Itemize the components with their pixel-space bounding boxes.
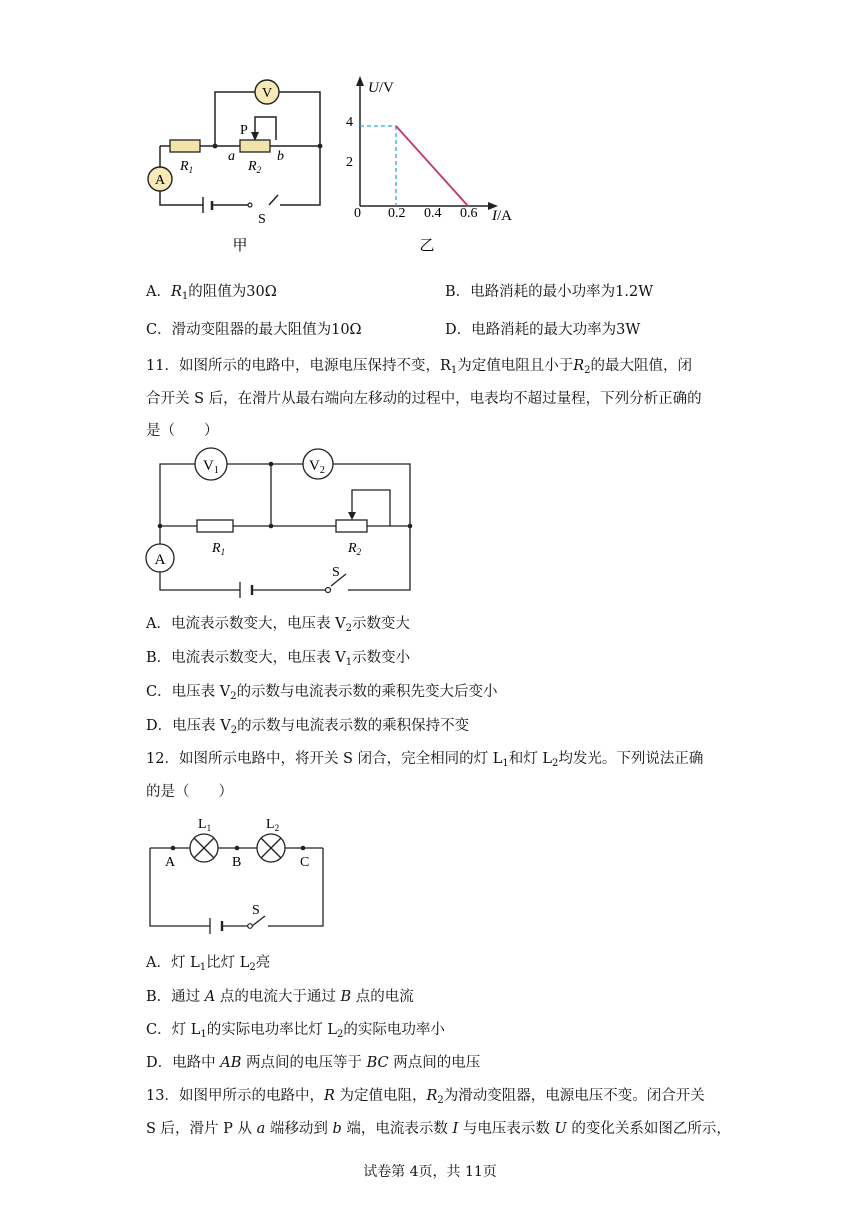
y-tick-2: 2: [346, 155, 353, 170]
q11-stem-line3: 是（ ）: [146, 423, 219, 439]
q10-option-a: A．$R_1$的阻值为30Ω: [146, 284, 277, 302]
l2-label: $L_2$: [266, 817, 280, 833]
q13-stem-line1: 13．如图甲所示的电路中，R 为定值电阻，$R_2$为滑动变阻器，电源电压不变。闭合开关: [146, 1088, 705, 1106]
v2-label: $V_2$: [309, 458, 325, 476]
x-tick-0.6: 0.6: [460, 206, 478, 221]
q11-circuit-diagram: [140, 446, 430, 606]
ammeter-label: A: [154, 552, 166, 568]
x-tick-0.4: 0.4: [424, 206, 442, 221]
q10-option-d: D．电路消耗的最大功率为3W: [445, 322, 641, 338]
v1-label: $V_1$: [203, 458, 219, 476]
point-b-label: B: [232, 855, 242, 870]
x-tick-0: 0: [354, 206, 361, 221]
q11-option-d: D．电压表 $V_2$的示数与电流表示数的乘积保持不变: [146, 718, 470, 736]
r1-label: $R_1$: [180, 159, 194, 175]
caption-yi: 乙: [419, 238, 435, 254]
q11-option-b: B．电流表示数变大，电压表 $V_1$示数变小: [146, 650, 411, 668]
q12-circuit-diagram: [140, 810, 340, 940]
caption-jia: 甲: [232, 238, 248, 254]
ammeter-label: A: [154, 173, 166, 188]
slider-p-label: P: [240, 123, 248, 138]
l1-label: $L_1$: [198, 817, 212, 833]
point-c-label: C: [300, 855, 310, 870]
point-a-label: A: [165, 855, 176, 870]
q13-stem-line2: S 后，滑片 P 从 a 端移动到 b 端，电流表示数 I 与电压表示数 U 的变化关系如图乙所示，: [146, 1121, 731, 1137]
r2-label: $R_2$: [248, 159, 262, 175]
q12-option-b: B．通过 A 点的电流大于通过 B 点的电流: [146, 989, 414, 1005]
q12-option-c: C．灯 $L_1$的实际电功率比灯 $L_2$的实际电功率小: [146, 1022, 445, 1040]
q11-option-a: A．电流表示数变大，电压表 $V_2$示数变大: [146, 616, 410, 634]
circuit-diagram-jia: [140, 70, 340, 260]
q12-option-d: D．电路中 AB 两点间的电压等于 BC 两点间的电压: [146, 1055, 481, 1071]
point-a-label: a: [228, 149, 235, 164]
q12-stem-line2: 的是（ ）: [146, 784, 233, 800]
y-axis-label: U/V: [368, 80, 394, 96]
r1-label: $R_1$: [212, 541, 226, 557]
x-tick-0.2: 0.2: [388, 206, 406, 221]
q10-option-c: C．滑动变阻器的最大阻值为10Ω: [146, 322, 362, 338]
ui-series-line: [396, 126, 468, 206]
x-axis-label: I/A: [492, 208, 512, 224]
voltmeter-label: V: [261, 86, 273, 101]
switch-s-label: S: [332, 565, 340, 580]
q11-option-c: C．电压表 $V_2$的示数与电流表示数的乘积先变大后变小: [146, 684, 498, 702]
switch-s-label: S: [258, 212, 266, 227]
page-footer: 试卷第 4页，共 11页: [363, 1164, 497, 1180]
ui-graph-yi: [340, 70, 540, 260]
point-b-label: b: [277, 149, 284, 164]
chart-plot-area: [360, 126, 468, 206]
q11-stem-line2: 合开关 S 后，在滑片从最右端向左移动的过程中，电表均不超过量程，下列分析正确的: [146, 391, 702, 407]
r2-label: $R_2$: [348, 541, 362, 557]
lamp-l1: [190, 834, 218, 862]
switch-s-label: S: [252, 903, 260, 918]
q12-stem-line1: 12．如图所示电路中，将开关 S 闭合，完全相同的灯 $L_1$和灯 $L_2$均发光。下列说法正确: [146, 751, 704, 769]
q12-option-a: A．灯 $L_1$比灯 $L_2$亮: [146, 955, 271, 973]
y-tick-4: 4: [346, 115, 353, 130]
lamp-l2: [257, 834, 285, 862]
q10-option-b: B．电路消耗的最小功率为1.2W: [445, 284, 654, 300]
q11-stem-line1: 11．如图所示的电路中，电源电压保持不变，$R_1$为定值电阻且小于$R_2$的最大阻值，闭: [146, 358, 693, 376]
